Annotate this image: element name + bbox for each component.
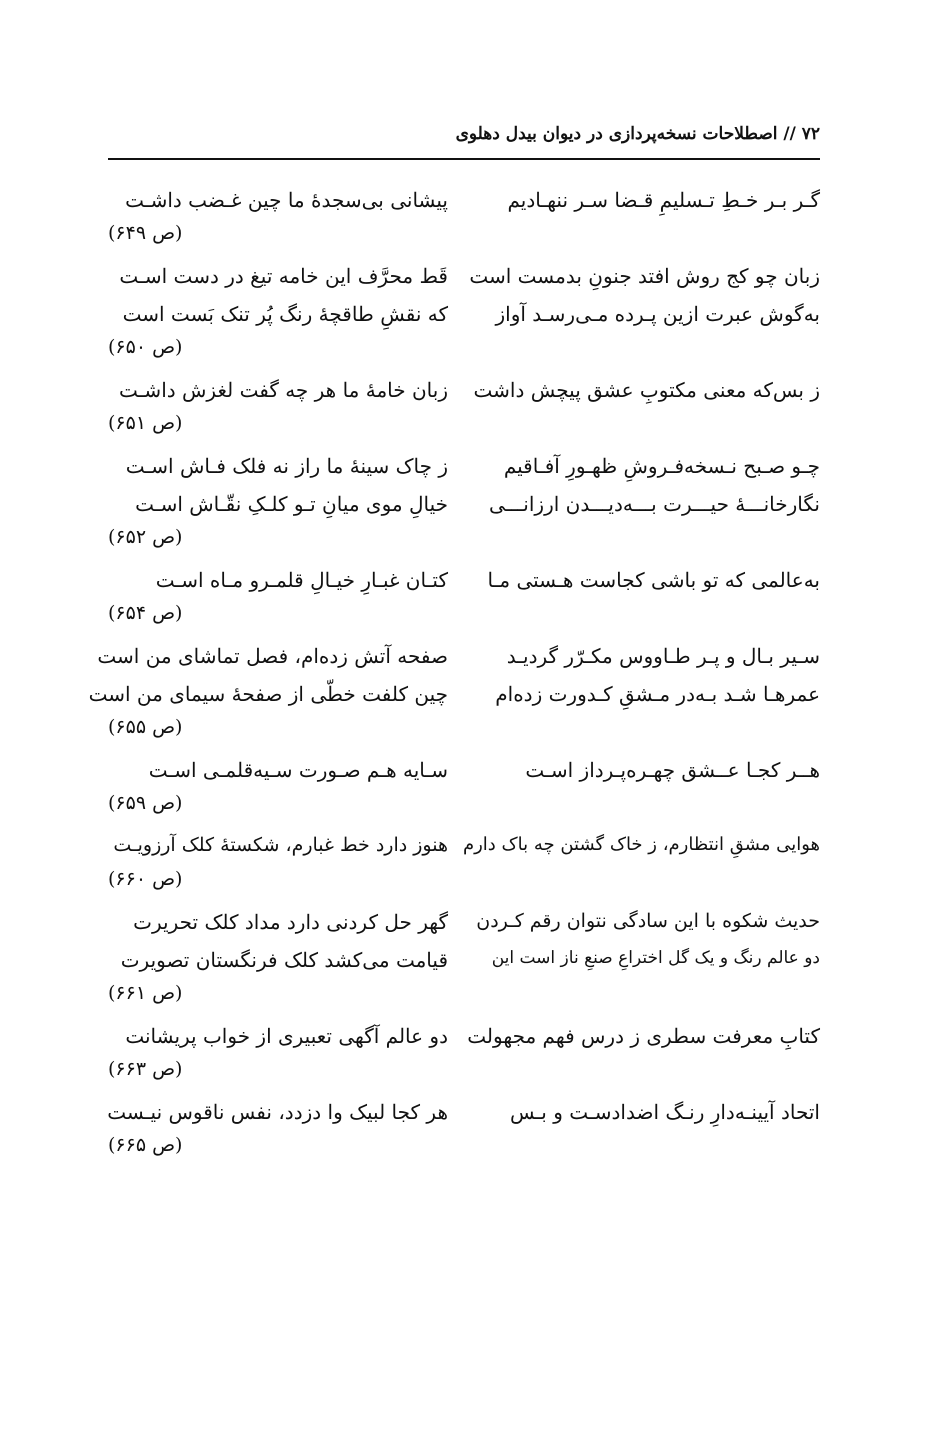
- right-hemistich: به‌عالمی که تو باشی کجاست هـستی مـا: [487, 568, 820, 592]
- page-reference: [108, 980, 820, 1018]
- page-reference-text: (ص ۶۵۰): [108, 336, 183, 358]
- verse-group: [108, 448, 820, 562]
- verse-line: [108, 372, 820, 410]
- page-reference-text: (ص ۶۵۲): [108, 526, 183, 548]
- left-hemistich: قَط محرَّف این خامه تیغ در دست اسـت: [119, 264, 448, 288]
- right-hemistich: هوایی مشقِ انتظارم، ز خاک گشتن چه باک دارم: [462, 834, 820, 855]
- page-reference: [108, 790, 820, 828]
- verse-line: [108, 182, 820, 220]
- verse-line: [108, 1094, 820, 1132]
- right-hemistich: کتابِ معرفت سطری ز درس فهم مجهولت: [467, 1024, 820, 1048]
- poem-body: [88, 182, 820, 1170]
- left-hemistich: کتـان غبـارِ خیـالِ قلمـرو مـاه اسـت: [155, 568, 448, 592]
- verse-line: [108, 904, 820, 942]
- right-hemistich: اتحاد آیینـه‌دارِ رنـگ اضدادسـت و بـس: [509, 1100, 820, 1124]
- verse-line: [108, 486, 820, 524]
- verse-group: [108, 562, 820, 638]
- left-hemistich: ز چاک سینهٔ ما راز نه فلک فـاش اسـت: [125, 454, 448, 478]
- page-reference-text: (ص ۶۵۹): [108, 792, 183, 814]
- verse-line: [108, 942, 820, 980]
- verse-group: [108, 752, 820, 828]
- verse-group: [108, 372, 820, 448]
- page-reference: [108, 1132, 820, 1170]
- page-reference-text: (ص ۶۶۰): [108, 868, 183, 890]
- left-hemistich: هنوز دارد خط غبارم، شکستهٔ کلک آرزویـت: [113, 834, 448, 856]
- right-hemistich: چـو صـبح نـسخه‌فـروشِ ظهـورِ آفـاقیم: [503, 454, 820, 478]
- page-reference-text: (ص ۶۵۵): [108, 716, 183, 738]
- page-reference: [108, 866, 820, 904]
- page-reference-text: (ص ۶۶۳): [108, 1058, 183, 1080]
- verse-line: [97, 638, 820, 676]
- page-reference-text: (ص ۶۵۴): [108, 602, 183, 624]
- left-hemistich: گهر حل کردنی دارد مداد کلک تحریرت: [133, 910, 448, 934]
- page-reference: [108, 600, 820, 638]
- header-title: ۷۲ // اصطلاحات نسخه‌پردازی در دیوان بیدل دهلوی: [455, 124, 820, 144]
- page-reference-text: (ص ۶۵۱): [108, 412, 183, 434]
- right-hemistich: به‌گوش عبرت ازین پـرده مـی‌رسـد آواز: [495, 302, 820, 326]
- verse-group: [108, 904, 820, 1018]
- left-hemistich: پیشانی بی‌سجدهٔ ما چین غـضب داشـت: [125, 188, 448, 212]
- left-hemistich: هر کجا لبیک وا دزدد، نفس ناقوس نیـست: [107, 1100, 448, 1124]
- verse-group: [108, 828, 820, 904]
- verse-line: [108, 448, 820, 486]
- page-reference: [108, 220, 820, 258]
- page-reference: [108, 1056, 820, 1094]
- left-hemistich: خیالِ موی میانِ تـو کلـکِ نقّـاش اسـت: [135, 492, 448, 516]
- page-reference-text: (ص ۶۶۱): [108, 982, 183, 1004]
- page-reference: [108, 334, 820, 372]
- verse-group: [88, 638, 820, 752]
- left-hemistich: زبان خامهٔ ما هر چه گفت لغزش داشـت: [118, 378, 448, 402]
- page-reference: [108, 524, 820, 562]
- right-hemistich: دو عالم رنگ و یک گل اختراعِ صنعِ ناز است این: [491, 948, 820, 968]
- page-reference: [108, 410, 820, 448]
- page-reference-text: (ص ۶۴۹): [108, 222, 183, 244]
- right-hemistich: نگارخانـــهٔ حیـــرت بـــه‌دیـــدن ارزانـــی: [489, 492, 820, 516]
- verse-line: [108, 562, 820, 600]
- verse-line: [108, 296, 820, 334]
- verse-group: [108, 182, 820, 258]
- left-hemistich: قیامت می‌کشد کلک فرنگستان تصویرت: [120, 948, 448, 972]
- right-hemistich: هــر کجـا عــشق چهـره‌پـرداز اسـت: [525, 758, 820, 782]
- verse-group: [108, 1094, 820, 1170]
- right-hemistich: عمرهـا شـد بـه‌در مـشقِ کـدورت زده‌ام: [495, 682, 820, 706]
- page-reference: [108, 714, 820, 752]
- verse-line: [108, 752, 820, 790]
- verse-line: [88, 676, 820, 714]
- right-hemistich: گـر بـر خـطِ تـسلیمِ قـضا سـر ننهـادیم: [507, 188, 820, 212]
- right-hemistich: زبان چو کج روش افتد جنونِ بدمست است: [469, 264, 820, 288]
- left-hemistich: دو عالم آگهی تعبیری از خواب پریشانت: [125, 1024, 448, 1048]
- left-hemistich: صفحه آتش زده‌ام، فصل تماشای من است: [97, 644, 448, 668]
- verse-group: [108, 1018, 820, 1094]
- running-header: [108, 118, 820, 160]
- verse-line: [108, 258, 820, 296]
- verse-group: [108, 258, 820, 372]
- left-hemistich: سـایه هـم صـورت سـیه‌قلمـی اسـت: [148, 758, 448, 782]
- left-hemistich: چین کلفت خطّی از صفحهٔ سیمای من است: [88, 682, 448, 706]
- left-hemistich: که نقشِ طاقچهٔ رنگ پُر تنک بَست است: [122, 302, 448, 326]
- verse-line: [108, 1018, 820, 1056]
- right-hemistich: ز بس‌که معنی مکتوبِ عشق پیچش داشت: [473, 378, 820, 402]
- right-hemistich: سـیر بـال و پـر طـاووس مکـرّر گردیـد: [506, 644, 820, 668]
- verse-line: [108, 828, 820, 866]
- page-reference-text: (ص ۶۶۵): [108, 1134, 183, 1156]
- right-hemistich: حدیث شکوه با این سادگی نتوان رقم کـردن: [476, 910, 820, 932]
